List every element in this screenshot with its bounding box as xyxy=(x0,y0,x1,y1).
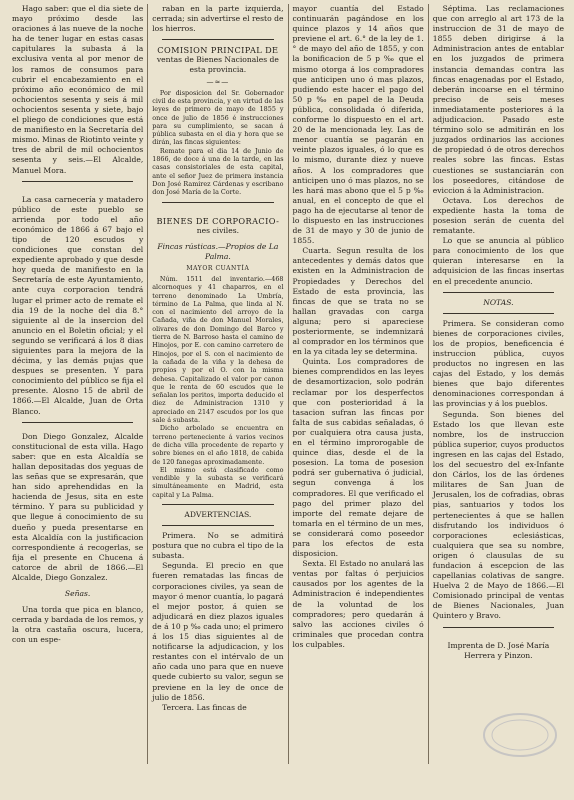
advertencia-sexta: Sexta. El Estado no anulará las ventas por faltas ó perjuicios causados por los agentes de la Administracion é independientes de la voluntad de los compradores; pero quedarán á salvo las acciones civiles ó criminales que procedan contra los culpables. xyxy=(292,559,424,649)
finca-arbolado: Dicho arbolado se encuentra en terreno perteneciente á varios vecinos de dicha villa procedente de reparto y sobre bienes en el año 1818, de cabida de 120 fanegas aproximadamente. xyxy=(152,424,284,466)
divider xyxy=(162,525,273,526)
advertencia-cuarta: Cuarta. Segun resulta de los antecedentes y demás datos que existen en la Administracion de Propiedades y Derechos del Estado de esta provincia, las fincas de que se trata no se hallan gravadas con carga alguna; pero si apareciese posteriormente, se indemnizará al comprador en los términos que en la ya citada ley se determina. xyxy=(292,246,424,357)
comision-disposicion: Por disposicion del Sr. Gobernador civil de esta provincia, y en virtud de las leyes de primero de mayo de 1855 y once de julio de 1856 é instrucciones para su cumplimiento, se sacan á pública subasta en el dia y hora que se dirán, las fincas siguientes: xyxy=(152,88,284,147)
bienes-heading: BIENES DE CORPORACIO- xyxy=(156,215,280,226)
nota-primera: Primera. Se consideran como bienes de corporaciones civiles, los de propios, beneficencia é instruccion pública, cuyos productos no ingresen en las cajas del Estado, y los demás bienes que bajo diferentes denominaciones correspondan á las provincias y á los pueblos. xyxy=(432,318,564,409)
library-stamp-icon xyxy=(480,710,560,760)
advertencia-septima: Séptima. Las reclamaciones que con arreglo al art 173 de la instruccion de 31 de mayo de 1855 deben dirigirse á la Administracion antes de entablar en los juzgados de primera instancia demandas contra las fincas enagenadas por el Estado, deberán incoarse en el término preciso de seis meses inmediatamente posteriores á la adjudicacion. Pasado este término solo se admitirán en los juzgados ordinarios las acciones de propiedad ó de otros derechos reales sobre las fincas. Estas cuestiones se sustanciarán con los poseedores, citándose de eviccion á la Administracion. xyxy=(432,4,564,195)
senas-heading: Señas. xyxy=(64,589,91,599)
mayor-cuantia-label: MAYOR CUANTÍA xyxy=(186,264,250,272)
advertencia-octava: Octava. Los derechos de expediente hasta la toma de posesion serán de cuenta del rematante. xyxy=(432,195,564,236)
notice-yeguas: Don Diego Gonzalez, Alcalde constitucional de esta villa. Hago saber: que en esta Alcaldía se hallan depositadas dos yeguas de las señas que se expresarán, que han sido aprehendidas en la hacienda de Jesus, sita en este término. Y para su publicidad y que llegue á conocimiento de su dueño y pueda presentarse en esta Alcaldía con la justificacion correspondiente á recogerlas, se fija el presente en Chucena á catorce de abril de 1866.—El Alcalde, Diego Gonzalez. xyxy=(12,431,144,582)
imprint-line-2: Herrera y Pinzon. xyxy=(464,650,533,660)
anuncio-cierre: Lo que se anuncia al público para conocimiento de los que quieran interesarse en la adquisicion de las fincas insertas en el precedente anuncio. xyxy=(432,236,564,286)
divider xyxy=(22,181,133,182)
divider xyxy=(162,504,273,505)
divider xyxy=(22,422,133,423)
comision-subheading: ventas de Bienes Nacionales de esta provincia. xyxy=(156,55,279,75)
column-4 xyxy=(428,4,568,764)
finca-clasificacion: El mismo está clasificado como vendible y la subasta se verificará simultáneamente en Madrid, esta capital y La Palma. xyxy=(152,465,284,499)
imprint-line-1: Imprenta de D. José María xyxy=(447,640,550,650)
column-2 xyxy=(147,4,287,764)
advertencias-heading: ADVERTENCIAS. xyxy=(184,510,252,519)
finca-body xyxy=(152,275,283,499)
divider xyxy=(443,627,554,628)
advertencia-primera: Primera. No se admitirá postura que no cubra el tipo de la subasta. xyxy=(152,531,284,561)
ornament-dash: —≈— xyxy=(206,77,230,86)
senas-continued: raban en la parte izquierda, cerrada; sin advertirse el resto de los hierros. xyxy=(152,4,284,34)
page-columns xyxy=(8,4,568,764)
senas-text: Una torda que pica en blanco, cerrada y bardada de los remos, y la otra castaña oscura, lucera, con un espe- xyxy=(12,605,144,645)
nota-segunda: Segunda. Son bienes del Estado los que llevan este nombre, los de instruccion pública superior, cuyos productos ingresen en las cajas del Estado, los del secuestro del ex-Infante don Cárlos, los de las órdenes militares de San Juan de Jerusalen, los de cofradias, obras pias, santuarios y todos los pertenecientes á que se hallen disfrutando los individuos ó corporaciones eclesiásticas, cualquiera que sea su nombre, origen ó clausulas de su fundacion á escepcion de las capellanias colativas de sangre. Huelva 2 de Mayo de 1866.—El Comisionado principal de ventas de Bienes Nacionales, Juan Quintero y Bravo. xyxy=(432,409,564,621)
divider xyxy=(443,313,554,314)
comision-body xyxy=(152,89,283,197)
bienes-subheading: nes civiles. xyxy=(196,225,240,235)
divider xyxy=(443,292,554,293)
notas-heading: NOTAS. xyxy=(483,297,514,307)
divider xyxy=(162,39,273,40)
tercera-continued: mayor cuantía del Estado continuarán pagándose en los quince plazos y 14 años que previene el art. 6.° de la ley de 1.° de mayo del año de 1855, y con la bonificacion de 5 p ‰ que el mismo otorga á los compradores que anticipen uno ó mas plazos, pudiendo este hacer el pago del 50 p ‰ en papel de la Deuda pública, consolidada ó diferida, conforme lo dispuesto en el art. 20 de la mencionada ley. Las de menor cuantía se pagarán en veinte plazos iguales, ó lo que es lo mismo, durante diez y nueve años. A los compradores que anticipen uno ó mas plazos, no se les hará mas abono que el 5 p ‰ anual, en el concepto de que el pago ha de ejecutarse al tenor de lo dispuesto en las instrucciones de 31 de mayo y 30 de junio de 1855. xyxy=(292,4,424,246)
fincas-heading: Fincas rústicas.—Propios de La Palma. xyxy=(157,241,279,261)
advertencia-quinta: Quinta. Los compradores de bienes comprendidos en las leyes de desamortizacion, solo podrán reclamar por los desperfectos que con posterioridad á la tasacion sufran las fincas por falta de sus cabidas señaladas, ó por cualquiera otra causa justa, en el término improrogable de quince dias, desde el de la posesion. La toma de posesion podrá ser gubernativa ó judicial, segun convenga á los compradores. El que verificado el pago del primer plazo del importe del remate dejare de tomarla en el término de un mes, se considerará como poseedor para los efectos de esta disposicion. xyxy=(292,357,424,559)
notice-carneceria: La casa carnecería y matadero público de este pueblo se arrienda por todo el año económico de 1866 á 67 bajo el tipo de 120 escudos y condiciones que constan del expediente aprobado y que desde hoy queda de manifiesto en la Secretaría de este Ayuntamiento, ante cuya corporacion tendrá lugar el primer acto de remate el dia 19 de la noche del dia 8.° siguiente al de la insercion del anuncio en el Boletin oficial; y el segundo se verificará á los 8 dias siguientes para la mejora de la décima, y las demás pujas que despues se presenten. Y para conocimiento del público se fija el presente. Alosno 15 de abril de 1866.—El Alcalde, Juan de Orta Blanco. xyxy=(12,194,144,416)
column-3 xyxy=(288,4,428,764)
advertencia-tercera: Tercera. Las fincas de xyxy=(162,702,247,712)
comision-remate: Remate para el dia 14 de Junio de 1866, de doce á una de la tarde, en las casas consistoriales de esta capital, ante el señor Juez de primera instancia Don José Ramirez Cárdenas y escribano don José María de la Corte. xyxy=(152,146,284,197)
finca-1511: Núm. 1511 del inventario.—468 alcornoques y 41 chaparros, en el terreno denominado La Umbría, término de La Palma, que linda al N. con el nacimiento del arroyo de la Cañada, viña de don Manuel Morales, olivares de don Domingo del Barco y tierra de N. Barroso hasta el camino de Hinojos, por E. con camino carretero de Hinojos, por el S. con el nacimiento de la cañada de la viña y la dehesa de propios y por el O. con la misma dehesa. Capitalizado el valor por canon que le renta de 60 escudos que le señalan los peritos, importa deducido el diez de Administracion 1310 y apreciado en 2147 escudos por los que sale á subasta. xyxy=(152,274,284,425)
divider xyxy=(162,202,273,203)
comision-heading: COMISION PRINCIPAL DE xyxy=(157,45,279,56)
notice-consumos: Hago saber: que el dia siete de mayo próximo desde las oraciones á las nueve de la noche ha de tener lugar en estas casas capitulares la subasta á la exclusiva venta al por menor de los ramos de consumos para cubrir el encabezamiento en el próximo año económico de mil ochocientos sesenta y seis á mil ochocientos sesenta y siete, bajo el pliego de condiciones que está de manifiesto en la Secretaría del mismo. Minas de Riotinto veinte y tres de abril de mil ochocientos sesenta y seis.—El Alcalde, Manuel Mora. xyxy=(12,4,144,175)
column-1 xyxy=(8,4,147,764)
advertencia-segunda: Segunda. El precio en que fueren rematadas las fincas de corporaciones civiles, ya sean de mayor ó menor cuantía, lo pagará el mejor postor, á quien se adjudicará en diez plazos iguales de á 10 p ‰ cada uno; el primero á los 15 dias siguientes al de notificarse la adjudicacion, y los restantes con el intérvalo de un año cada uno para que en nueve quede cubierto su valor, segun se previene en la ley de once de julio de 1856. xyxy=(152,561,284,702)
